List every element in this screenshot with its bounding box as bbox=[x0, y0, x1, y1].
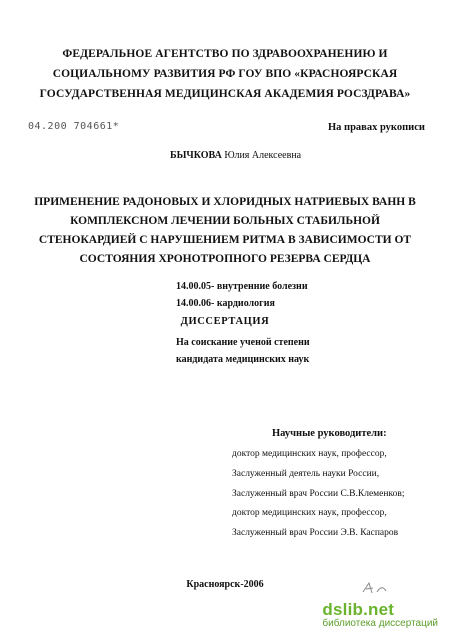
author-surname: БЫЧКОВА bbox=[170, 150, 222, 161]
advisor-line-3: Заслуженный врач России С.В.Клеменков; bbox=[232, 489, 405, 499]
agency-line-3: ГОСУДАРСТВЕННАЯ МЕДИЦИНСКАЯ АКАДЕМИЯ РОСЗДРАВА» bbox=[39, 88, 411, 100]
degree-line-1: На соискание ученой степени bbox=[176, 337, 310, 348]
agency-header bbox=[0, 44, 450, 104]
advisors-heading: Научные руководители: bbox=[272, 428, 387, 439]
title-line-4: СОСТОЯНИЯ ХРОНОТРОПНОГО РЕЗЕРВА СЕРДЦА bbox=[79, 253, 371, 265]
document-type-heading: ДИССЕРТАЦИЯ bbox=[180, 316, 270, 327]
author-name bbox=[170, 150, 301, 161]
agency-line-2: СОЦИАЛЬНОМУ РАЗВИТИЯ РФ ГОУ ВПО «КРАСНОЯРСКАЯ bbox=[52, 68, 398, 80]
advisor-line-1: доктор медицинских наук, профессор, bbox=[232, 449, 387, 459]
agency-line-1: ФЕДЕРАЛЬНОЕ АГЕНТСТВО ПО ЗДРАВООХРАНЕНИЮ И bbox=[62, 48, 388, 60]
advisor-line-2: Заслуженный деятель науки России, bbox=[232, 469, 380, 479]
degree-line-2: кандидата медицинских наук bbox=[176, 354, 310, 365]
city-and-year: Красноярск-2006 bbox=[186, 579, 264, 590]
advisor-line-5: Заслуженный врач России Э.В. Каспаров bbox=[232, 528, 399, 538]
watermark-brand: dslib.net bbox=[322, 600, 395, 619]
author-given-names: Юлия Алексеевна bbox=[224, 150, 302, 161]
manuscript-rights-label: На правах рукописи bbox=[328, 122, 425, 133]
specialty-cardiology: 14.00.06- кардиология bbox=[176, 298, 275, 309]
handwritten-mark-icon bbox=[360, 580, 390, 596]
title-line-3: СТЕНОКАРДИЕЙ С НАРУШЕНИЕМ РИТМА В ЗАВИСИМОСТИ ОТ bbox=[38, 234, 412, 246]
title-line-2: КОМПЛЕКСНОМ ЛЕЧЕНИИ БОЛЬНЫХ СТАБИЛЬНОЙ bbox=[70, 215, 380, 227]
dslib-watermark bbox=[322, 600, 438, 629]
dissertation-title bbox=[0, 193, 450, 269]
title-line-1: ПРИМЕНЕНИЕ РАДОНОВЫХ И ХЛОРИДНЫХ НАТРИЕВЫХ ВАНН В bbox=[34, 196, 416, 208]
specialty-internal-diseases: 14.00.05- внутренние болезни bbox=[176, 281, 308, 292]
advisor-line-4: доктор медицинских наук, профессор, bbox=[232, 508, 387, 518]
watermark-subtitle: библиотека диссертаций bbox=[322, 618, 438, 629]
library-stamp-number: 04.200 704661* bbox=[28, 121, 120, 132]
